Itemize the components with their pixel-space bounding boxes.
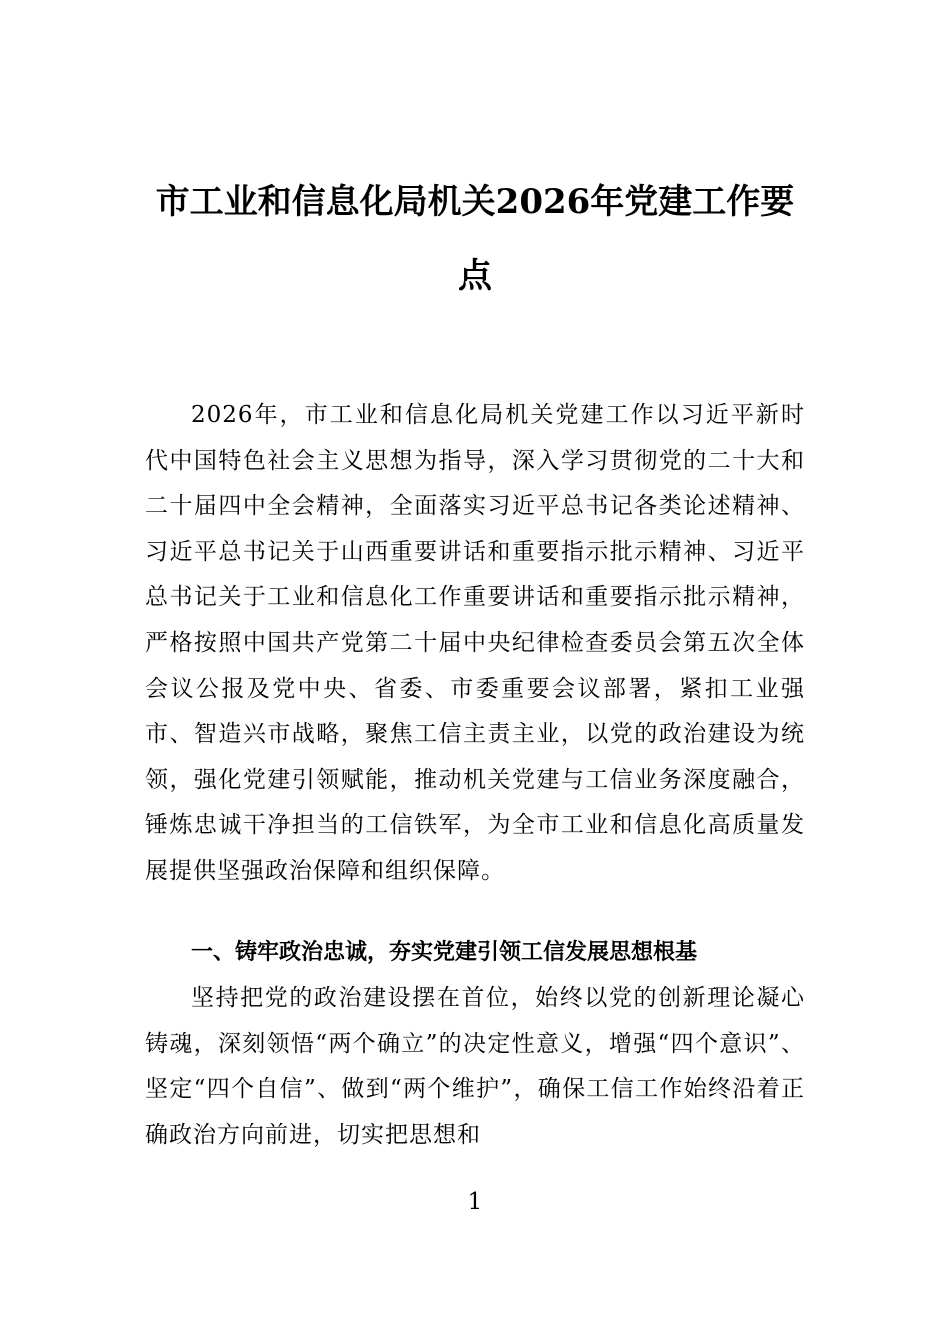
section-paragraph: 坚持把党的政治建设摆在首位，始终以党的创新理论凝心铸魂，深刻领悟“两个确立”的决定性意义，增强“四个意识”、坚定“四个自信”、做到“两个维护”，确保工信工作始终沿着正确政治方向前进，切实把思想和	[145, 985, 805, 1148]
document-title: 市工业和信息化局机关2026年党建工作要点	[155, 182, 795, 296]
intro-paragraph: 2026年，市工业和信息化局机关党建工作以习近平新时代中国特色社会主义思想为指导，深入学习贯彻党的二十大和二十届四中全会精神，全面落实习近平总书记各类论述精神、习近平总书记关于山西重要讲话和重要指示批示精神、习近平总书记关于工业和信息化工作重要讲话和重要指示批示精神，严格按照中国共产党第二十届中央纪律检查委员会第五次全体会议公报及党中央、省委、市委重要会议部署，紧扣工业强市、智造兴市战略，聚焦工信主责主业，以党的政治建设为统领，强化党建引领赋能，推动机关党建与工信业务深度融合，锤炼忠诚干净担当的工信铁军，为全市工业和信息化高质量发展提供坚强政治保障和组织保障。	[145, 402, 805, 884]
page-number: 1	[467, 1189, 483, 1215]
section-heading: 一、铸牢政治忠诚，夯实党建引领工信发展思想根基	[191, 940, 698, 965]
